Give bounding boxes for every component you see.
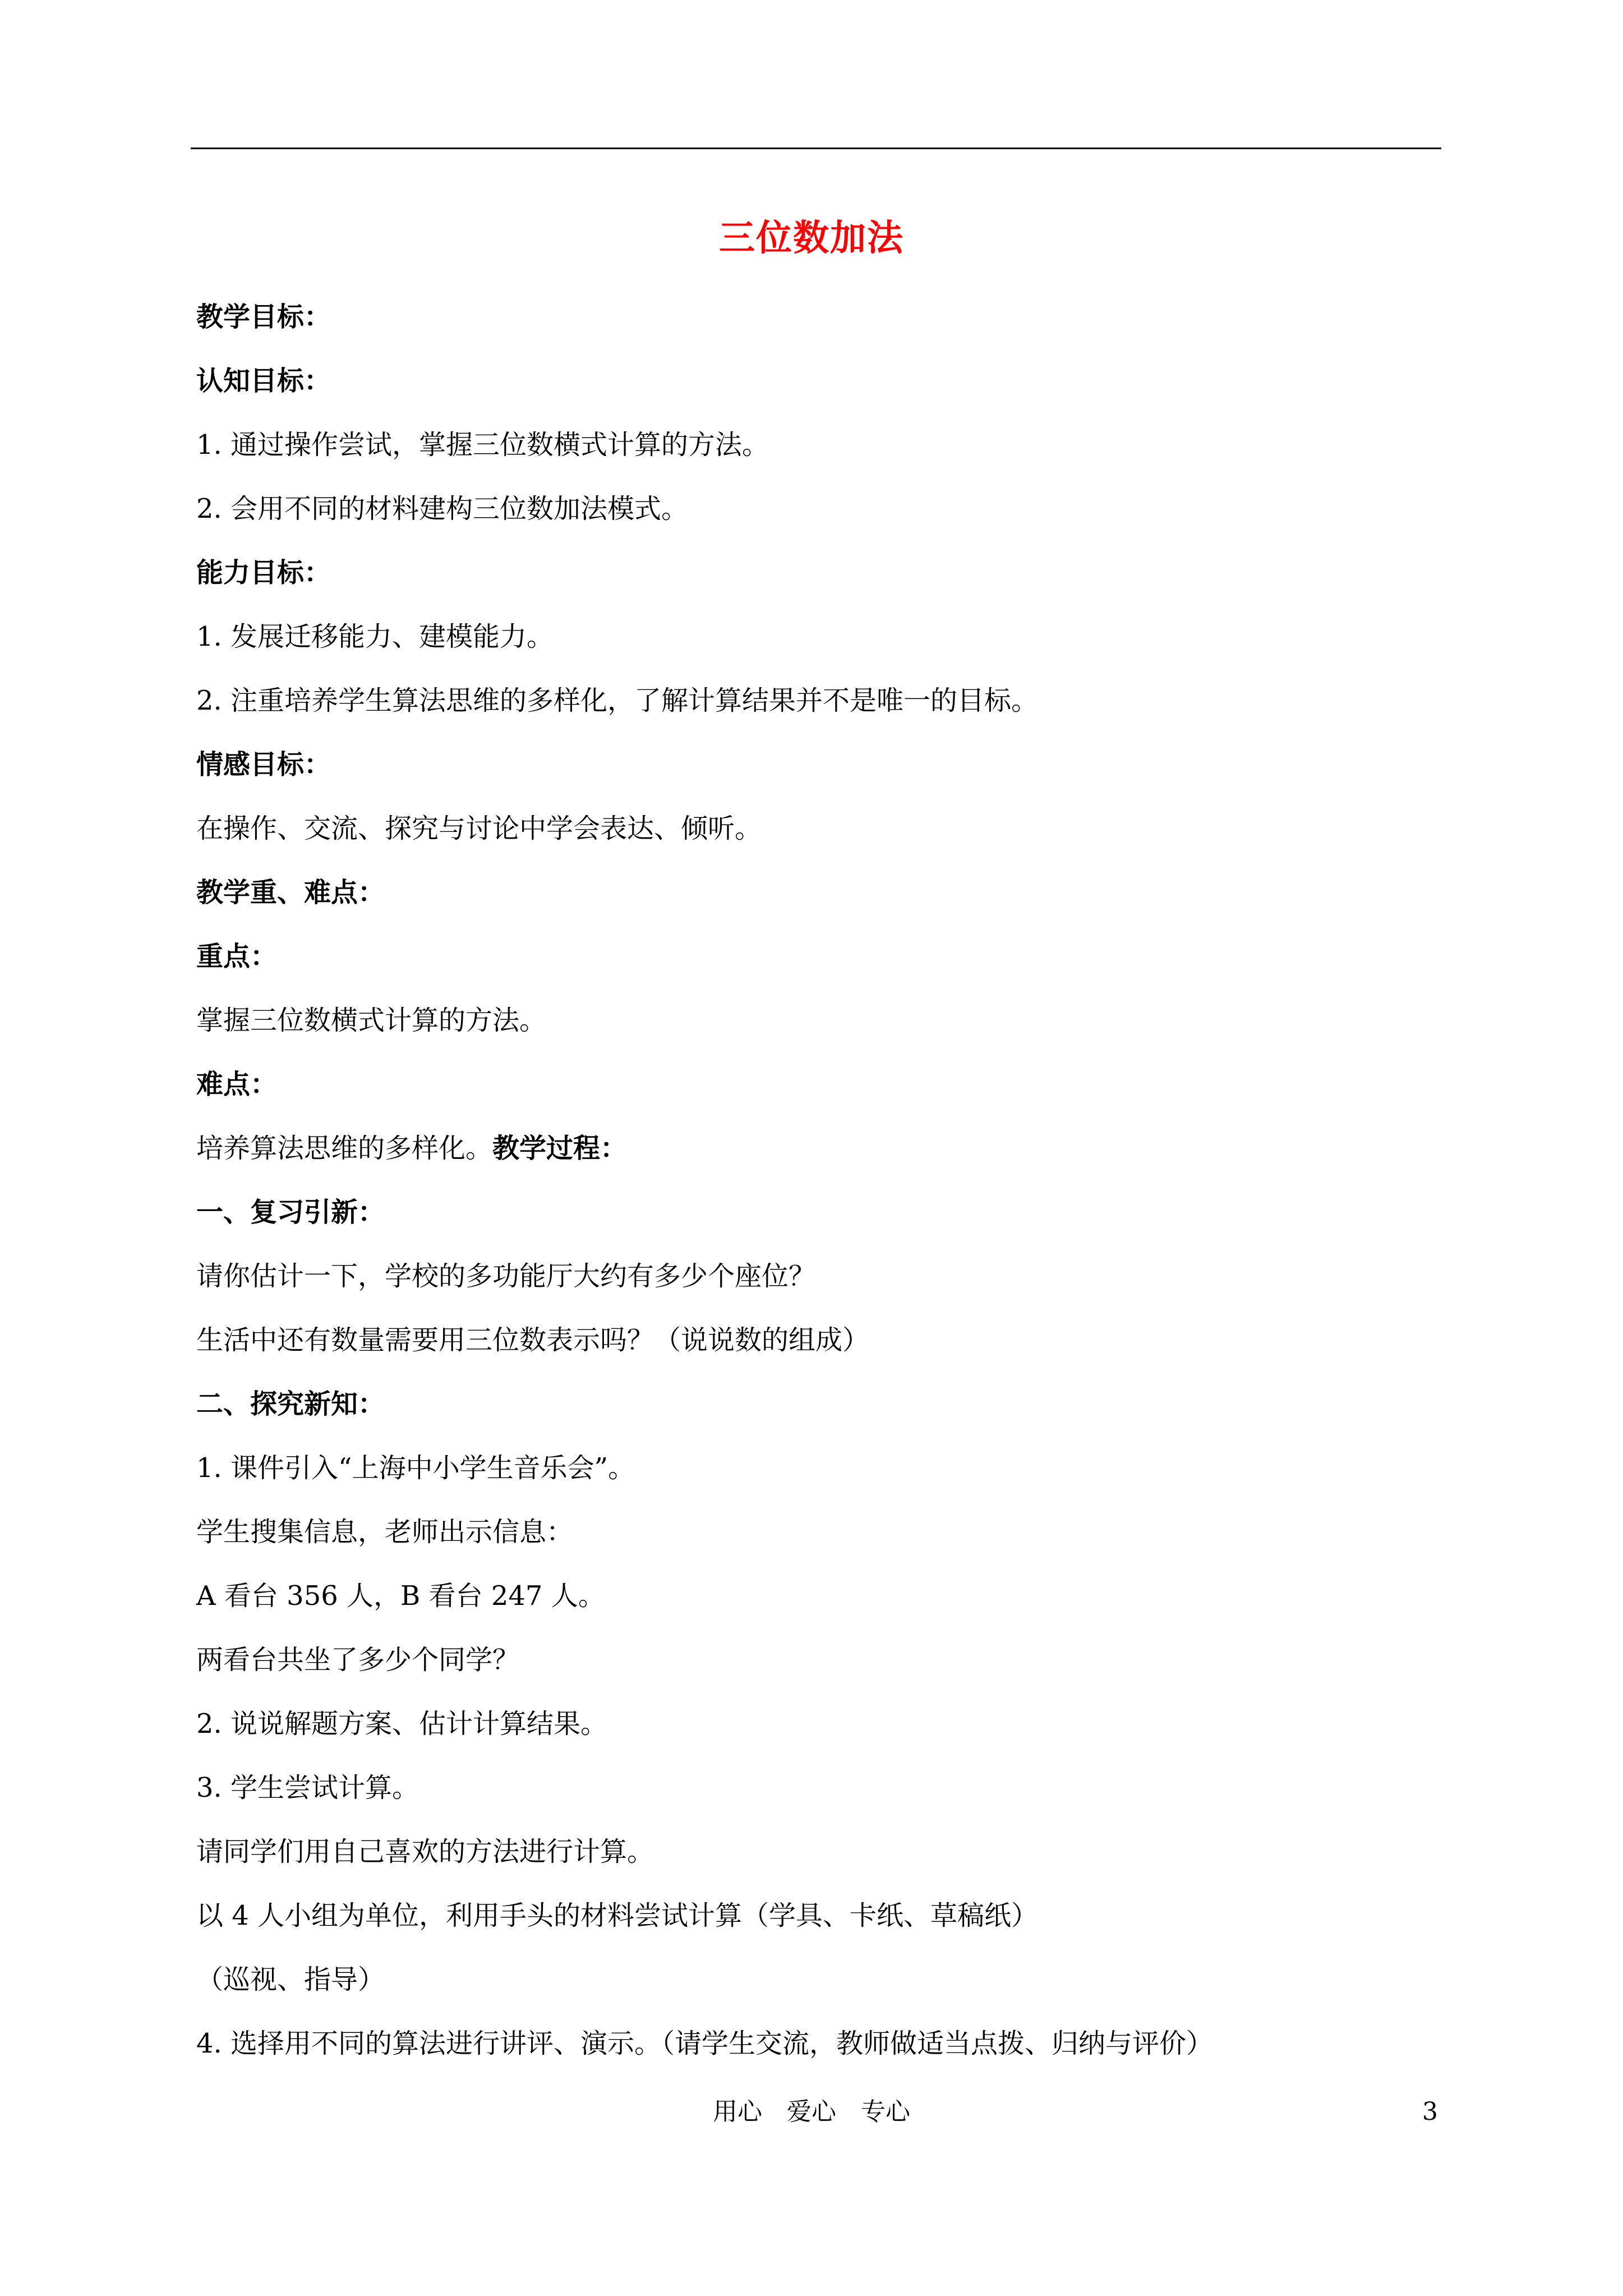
line-text: 请同学们用自己喜欢的方法进行计算。 <box>196 1836 654 1867</box>
line-text: 重点： <box>196 941 278 972</box>
line-explore-question <box>196 1632 1430 1696</box>
line-text: 培养算法思维的多样化。 <box>196 1133 493 1164</box>
line-explore-2 <box>196 1696 1430 1760</box>
line-cognitive-2 <box>196 481 1430 545</box>
header-rule <box>191 148 1441 149</box>
line-explore-data <box>196 1568 1430 1632</box>
line-explore-info <box>196 1504 1430 1568</box>
document-title: 三位数加法 <box>719 217 904 259</box>
line-heading-difficulty <box>196 1056 1430 1120</box>
line-explore-patrol <box>196 1952 1430 2016</box>
line-heading-key-difficult <box>196 864 1430 928</box>
line-text: 2. 会用不同的材料建构三位数加法模式。 <box>196 493 689 524</box>
line-heading-ability-goals <box>196 545 1430 609</box>
line-explore-method <box>196 1824 1430 1888</box>
line-text: 掌握三位数横式计算的方法。 <box>196 1005 547 1036</box>
line-heading-explore <box>196 1376 1430 1440</box>
line-text: A 看台 356 人，B 看台 247 人。 <box>196 1580 605 1612</box>
line-heading-key-point <box>196 928 1430 992</box>
line-text: （巡视、指导） <box>196 1964 385 1995</box>
footer-slogan: 用心 爱心 专心 <box>713 2097 910 2126</box>
line-emotion-1 <box>196 800 1430 864</box>
page-number: 3 <box>1422 2097 1438 2126</box>
line-key-point <box>196 992 1430 1056</box>
line-text: 教学目标： <box>196 301 331 333</box>
line-text: 1. 课件引入“上海中小学生音乐会”。 <box>196 1452 635 1484</box>
line-explore-3 <box>196 1760 1430 1824</box>
line-text: 两看台共坐了多少个同学？ <box>196 1644 520 1676</box>
line-heading-cognitive-goals <box>196 353 1430 417</box>
line-text: 1. 发展迁移能力、建模能力。 <box>196 621 554 652</box>
line-text: 二、探究新知： <box>196 1388 385 1420</box>
line-difficulty <box>196 1120 1430 1184</box>
line-text: 认知目标： <box>196 365 331 397</box>
line-text: 教学重、难点： <box>196 877 385 908</box>
line-text: 能力目标： <box>196 557 331 588</box>
line-text: 在操作、交流、探究与讨论中学会表达、倾听。 <box>196 813 762 844</box>
line-text: 生活中还有数量需要用三位数表示吗？（说说数的组成） <box>196 1324 870 1356</box>
line-explore-1 <box>196 1440 1430 1504</box>
line-heading-teaching-goals <box>196 289 1430 353</box>
line-text: 难点： <box>196 1069 278 1100</box>
line-heading-emotion-goals <box>196 737 1430 800</box>
line-text: 请你估计一下，学校的多功能厅大约有多少个座位？ <box>196 1260 816 1292</box>
line-text: 学生搜集信息，老师出示信息： <box>196 1516 574 1548</box>
line-explore-group <box>196 1888 1430 1952</box>
line-review-2 <box>196 1312 1430 1376</box>
line-ability-2 <box>196 673 1430 737</box>
line-text: 1. 通过操作尝试，掌握三位数横式计算的方法。 <box>196 429 769 461</box>
line-review-1 <box>196 1248 1430 1312</box>
line-text: 一、复习引新： <box>196 1197 385 1228</box>
line-text: 2. 说说解题方案、估计计算结果。 <box>196 1708 608 1740</box>
line-heading-review <box>196 1184 1430 1248</box>
line-text: 情感目标： <box>196 749 331 780</box>
line-explore-4 <box>196 2016 1430 2079</box>
line-text: 2. 注重培养学生算法思维的多样化，了解计算结果并不是唯一的目标。 <box>196 685 1039 716</box>
line-inline-heading-process: 教学过程： <box>492 1133 628 1164</box>
line-text: 4. 选择用不同的算法进行讲评、演示。（请学生交流，教师做适当点拨、归纳与评价） <box>196 2028 1214 2059</box>
line-ability-1 <box>196 609 1430 673</box>
document-body <box>196 289 1430 2079</box>
line-text: 3. 学生尝试计算。 <box>196 1772 419 1803</box>
line-text: 以 4 人小组为单位，利用手头的材料尝试计算（学具、卡纸、草稿纸） <box>196 1900 1039 1931</box>
line-cognitive-1 <box>196 417 1430 481</box>
